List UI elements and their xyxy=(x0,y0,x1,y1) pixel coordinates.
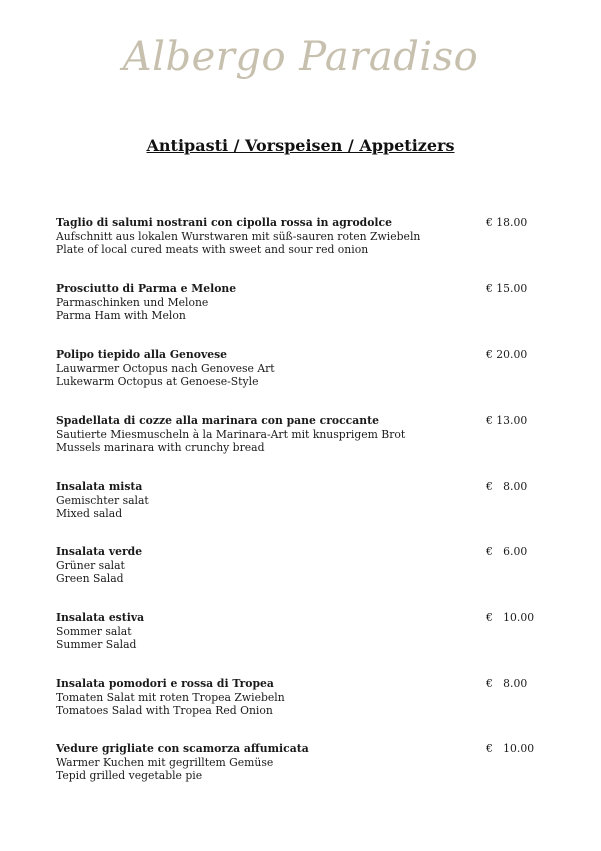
dish-name-german: Warmer Kuchen mit gegrilltem Gemüse xyxy=(56,755,274,769)
menu-item xyxy=(56,348,556,389)
dish-name-english: Green Salad xyxy=(56,572,124,585)
dish-name-english: Parma Ham with Melon xyxy=(56,309,186,322)
section-title: Antipasti / Vorspeisen / Appetizers xyxy=(146,136,455,155)
dish-name-english: Tepid grilled vegetable pie xyxy=(56,769,203,782)
dish-name-german: Sautierte Miesmuscheln à la Marinara-Art mit knusprigem Brot xyxy=(56,427,406,441)
dish-name-italian: Insalata mista xyxy=(56,480,143,493)
dish-price: € 10.00 xyxy=(486,742,535,755)
dish-name-german: Sommer salat xyxy=(56,624,132,638)
dish-name-english: Lukewarm Octopus at Genoese-Style xyxy=(56,375,259,388)
menu-item xyxy=(56,216,556,257)
dish-name-german: Gemischter salat xyxy=(56,493,149,507)
menu-item xyxy=(56,414,556,455)
menu-item xyxy=(56,611,556,652)
dish-name-english: Plate of local cured meats with sweet and sour red onion xyxy=(56,243,369,256)
hotel-logo: Albergo Paradiso xyxy=(122,34,479,80)
menu-item xyxy=(56,742,556,783)
dish-price: € 13.00 xyxy=(486,414,528,427)
dish-name-english: Mussels marinara with crunchy bread xyxy=(56,441,265,454)
dish-name-german: Grüner salat xyxy=(56,558,125,572)
dish-name-italian: Insalata estiva xyxy=(56,611,145,624)
dish-name-italian: Spadellata di cozze alla marinara con pane croccante xyxy=(56,414,379,427)
menu-item xyxy=(56,677,556,718)
dish-name-italian: Insalata pomodori e rossa di Tropea xyxy=(56,677,274,690)
dish-price: € 8.00 xyxy=(486,480,528,493)
dish-price: € 18.00 xyxy=(486,216,528,229)
dish-name-english: Mixed salad xyxy=(56,507,123,520)
menu-item xyxy=(56,480,556,521)
dish-name-german: Aufschnitt aus lokalen Wurstwaren mit süß-sauren roten Zwiebeln xyxy=(56,229,421,243)
dish-name-english: Tomatoes Salad with Tropea Red Onion xyxy=(56,704,273,717)
dish-name-german: Parmaschinken und Melone xyxy=(56,295,209,309)
dish-price: € 20.00 xyxy=(486,348,528,361)
dish-name-italian: Polipo tiepido alla Genovese xyxy=(56,348,228,361)
dish-name-italian: Taglio di salumi nostrani con cipolla rossa in agrodolce xyxy=(56,216,392,229)
dish-name-italian: Vedure grigliate con scamorza affumicata xyxy=(56,742,309,755)
dish-name-italian: Prosciutto di Parma e Melone xyxy=(56,282,237,295)
dish-price: € 10.00 xyxy=(486,611,535,624)
dish-name-german: Lauwarmer Octopus nach Genovese Art xyxy=(56,361,275,375)
dish-price: € 8.00 xyxy=(486,677,528,690)
dish-name-italian: Insalata verde xyxy=(56,545,143,558)
menu-item xyxy=(56,282,556,323)
dish-price: € 15.00 xyxy=(486,282,528,295)
dish-name-english: Summer Salad xyxy=(56,638,137,651)
menu-item xyxy=(56,545,556,586)
dish-name-german: Tomaten Salat mit roten Tropea Zwiebeln xyxy=(56,690,285,704)
dish-price: € 6.00 xyxy=(486,545,528,558)
